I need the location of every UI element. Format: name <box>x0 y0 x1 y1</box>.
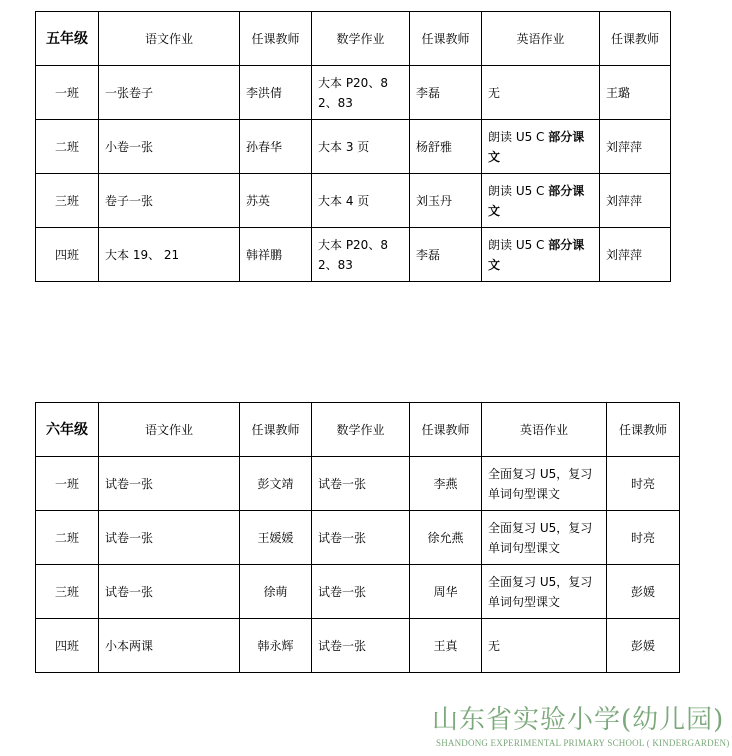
chinese-teacher: 苏英 <box>240 174 312 228</box>
header-teacher: 任课教师 <box>240 403 312 457</box>
math-teacher: 李磊 <box>410 228 482 282</box>
class-name: 一班 <box>36 66 99 120</box>
header-teacher: 任课教师 <box>240 12 312 66</box>
chinese-homework: 卷子一张 <box>99 174 240 228</box>
school-logo-chinese: 山东省实验小学(幼儿园) <box>432 705 725 735</box>
math-homework: 大本 P20、82、83 <box>312 66 410 120</box>
english-homework <box>482 228 600 282</box>
math-teacher: 杨舒雅 <box>410 120 482 174</box>
header-teacher: 任课教师 <box>600 12 671 66</box>
table-header-row <box>36 403 680 457</box>
math-teacher: 周华 <box>410 565 482 619</box>
chinese-homework: 试卷一张 <box>99 457 240 511</box>
chinese-teacher: 彭文靖 <box>240 457 312 511</box>
header-teacher: 任课教师 <box>607 403 680 457</box>
english-homework-text: 朗读 U5 C <box>488 183 549 198</box>
class-name: 三班 <box>36 174 99 228</box>
table-row <box>36 228 671 282</box>
class-name: 二班 <box>36 511 99 565</box>
math-homework: 试卷一张 <box>312 457 410 511</box>
grade-label: 六年级 <box>36 403 99 457</box>
english-homework-text: 朗读 U5 C <box>488 129 549 144</box>
chinese-homework: 小本两课 <box>99 619 240 673</box>
chinese-homework: 试卷一张 <box>99 511 240 565</box>
english-homework-text: 无 <box>488 85 501 100</box>
class-name: 四班 <box>36 228 99 282</box>
english-homework-bold: 部分课文 <box>488 237 585 272</box>
math-teacher: 王真 <box>410 619 482 673</box>
english-homework: 无 <box>482 619 607 673</box>
english-homework <box>482 66 600 120</box>
chinese-teacher: 徐萌 <box>240 565 312 619</box>
math-homework: 试卷一张 <box>312 511 410 565</box>
header-teacher: 任课教师 <box>410 12 482 66</box>
english-teacher: 彭媛 <box>607 619 680 673</box>
english-teacher: 刘萍萍 <box>600 174 671 228</box>
english-teacher: 王璐 <box>600 66 671 120</box>
chinese-teacher: 王媛媛 <box>240 511 312 565</box>
grade5-homework-table <box>35 11 671 282</box>
table-row <box>36 66 671 120</box>
header-math-homework: 数学作业 <box>312 12 410 66</box>
header-teacher: 任课教师 <box>410 403 482 457</box>
chinese-teacher: 李洪倩 <box>240 66 312 120</box>
math-homework: 试卷一张 <box>312 619 410 673</box>
english-homework <box>482 174 600 228</box>
class-name: 三班 <box>36 565 99 619</box>
header-chinese-homework: 语文作业 <box>99 403 240 457</box>
table-row <box>36 511 680 565</box>
table-row <box>36 174 671 228</box>
math-homework: 大本 3 页 <box>312 120 410 174</box>
english-homework: 全面复习 U5，复习单词句型课文 <box>482 457 607 511</box>
english-homework-text: 朗读 U5 C <box>488 237 549 252</box>
school-logo-english: SHANDONG EXPERIMENTAL PRIMARY SCHOOL ( KINDERGARDEN) <box>436 738 730 748</box>
table-row <box>36 120 671 174</box>
chinese-homework: 小卷一张 <box>99 120 240 174</box>
chinese-teacher: 孙春华 <box>240 120 312 174</box>
table-row <box>36 619 680 673</box>
grade-label: 五年级 <box>36 12 99 66</box>
english-teacher: 时亮 <box>607 457 680 511</box>
english-homework-bold: 部分课文 <box>488 183 585 218</box>
header-chinese-homework: 语文作业 <box>99 12 240 66</box>
english-teacher: 刘萍萍 <box>600 228 671 282</box>
chinese-teacher: 韩祥鹏 <box>240 228 312 282</box>
class-name: 四班 <box>36 619 99 673</box>
chinese-homework: 试卷一张 <box>99 565 240 619</box>
math-teacher: 李燕 <box>410 457 482 511</box>
grade6-homework-table <box>35 402 680 673</box>
english-teacher: 时亮 <box>607 511 680 565</box>
table-row <box>36 457 680 511</box>
class-name: 一班 <box>36 457 99 511</box>
math-teacher: 李磊 <box>410 66 482 120</box>
chinese-teacher: 韩永辉 <box>240 619 312 673</box>
math-teacher: 刘玉丹 <box>410 174 482 228</box>
class-name: 二班 <box>36 120 99 174</box>
table-row <box>36 565 680 619</box>
school-logo <box>432 704 730 754</box>
math-teacher: 徐允燕 <box>410 511 482 565</box>
table-header-row <box>36 12 671 66</box>
english-homework: 全面复习 U5，复习单词句型课文 <box>482 565 607 619</box>
header-math-homework: 数学作业 <box>312 403 410 457</box>
math-homework: 大本 P20、82、83 <box>312 228 410 282</box>
math-homework: 大本 4 页 <box>312 174 410 228</box>
header-english-homework: 英语作业 <box>482 12 600 66</box>
math-homework: 试卷一张 <box>312 565 410 619</box>
chinese-homework: 一张卷子 <box>99 66 240 120</box>
english-homework-bold: 部分课文 <box>488 129 585 164</box>
chinese-homework: 大本 19、 21 <box>99 228 240 282</box>
english-teacher: 彭媛 <box>607 565 680 619</box>
english-homework <box>482 120 600 174</box>
english-teacher: 刘萍萍 <box>600 120 671 174</box>
header-english-homework: 英语作业 <box>482 403 607 457</box>
english-homework: 全面复习 U5，复习单词句型课文 <box>482 511 607 565</box>
